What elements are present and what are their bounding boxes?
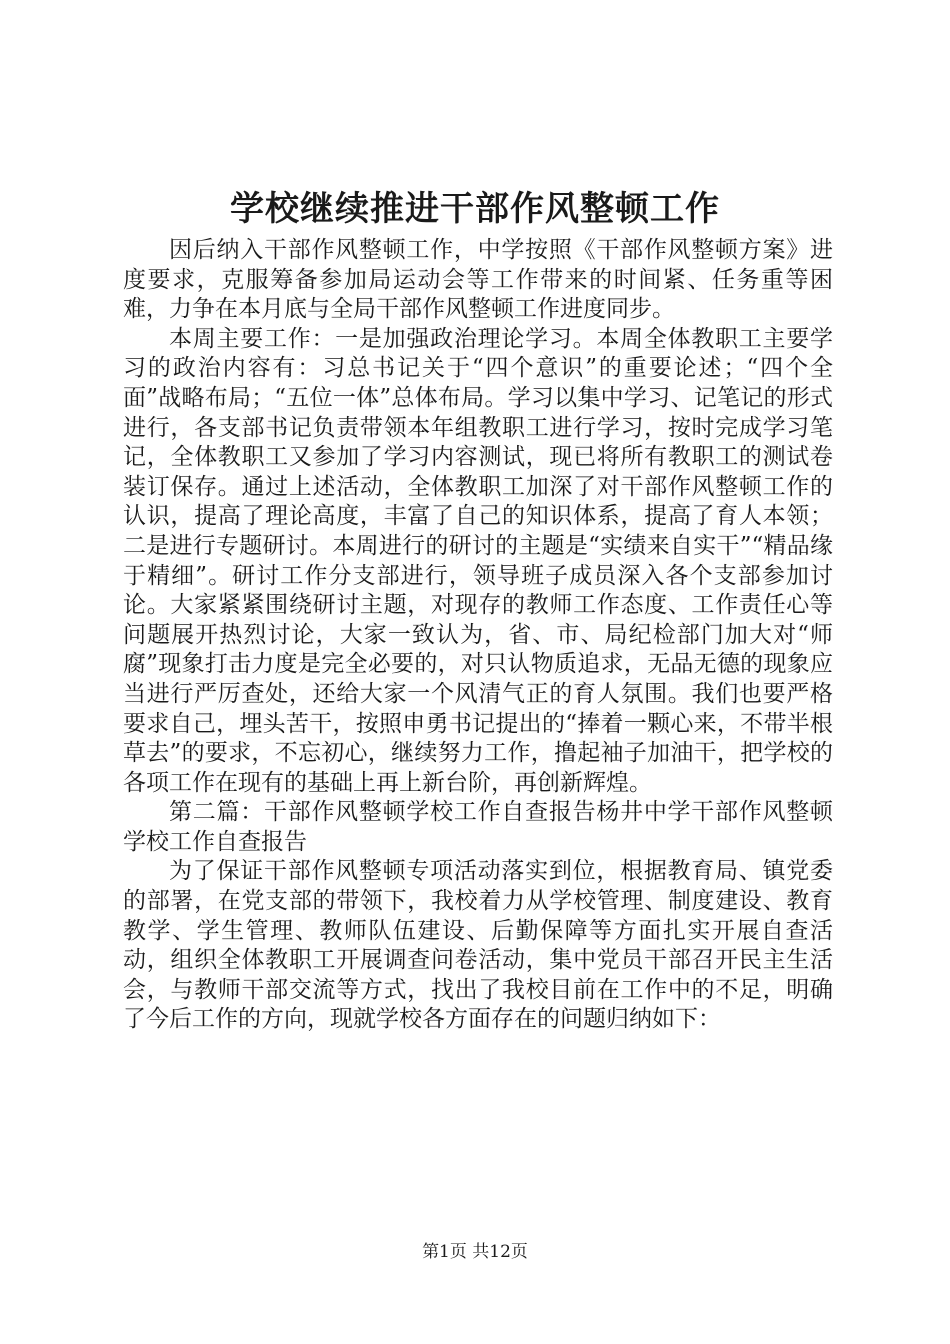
document-body xyxy=(123,236,833,1035)
document-title: 学校继续推进干部作风整顿工作 xyxy=(230,189,720,229)
paragraph-self-inspection: 为了保证干部作风整顿专项活动落实到位，根据教育局、镇党委的部署，在党支部的带领下，我校着力从学校管理、制度建设、教育教学、学生管理、教师队伍建设、后勤保障等方面扎实开展自查活动，组织全体教职工开展调查问卷活动，集中党员干部召开民主生活会，与教师干部交流等方式，找出了我校目前在工作中的不足，明确了今后工作的方向，现就学校各方面存在的问题归纳如下： xyxy=(123,858,833,1033)
paragraph-intro: 因后纳入干部作风整顿工作，中学按照《干部作风整顿方案》进度要求，克服筹备参加局运动会等工作带来的时间紧、任务重等困难，力争在本月底与全局干部作风整顿工作进度同步。 xyxy=(123,237,833,323)
paragraph-weekly-work: 本周主要工作：一是加强政治理论学习。本周全体教职工主要学习的政治内容有：习总书记关于“四个意识”的重要论述；“四个全面”战略布局；“五位一体”总体布局。学习以集中学习、记笔记的形式进行，各支部书记负责带领本年组教职工进行学习，按时完成学习笔记，全体教职工又参加了学习内容测试，现已将所有教职工的测试卷装订保存。通过上述活动，全体教职工加深了对干部作风整顿工作的认识，提高了理论高度，丰富了自己的知识体系，提高了育人本领；二是进行专题研讨。本周进行的研讨的主题是“实绩来自实干”“精品缘于精细”。研讨工作分支部进行，领导班子成员深入各个支部参加讨论。大家紧紧围绕研讨主题，对现存的教师工作态度、工作责任心等问题展开热烈讨论，大家一致认为，省、市、局纪检部门加大对“师腐”现象打击力度是完全必要的，对只认物质追求，无品无德的现象应当进行严厉查处，还给大家一个风清气正的育人氛围。我们也要严格要求自己，埋头苦干，按照申勇书记提出的“捧着一颗心来，不带半根草去”的要求，不忘初心，继续努力工作，撸起袖子加油干，把学校的各项工作在现有的基础上再上新台阶，再创新辉煌。 xyxy=(123,325,833,796)
page-number: 第1页 共12页 xyxy=(422,1242,528,1262)
paragraph-chapter-heading: 第二篇：干部作风整顿学校工作自查报告杨井中学干部作风整顿学校工作自查报告 xyxy=(123,799,833,855)
